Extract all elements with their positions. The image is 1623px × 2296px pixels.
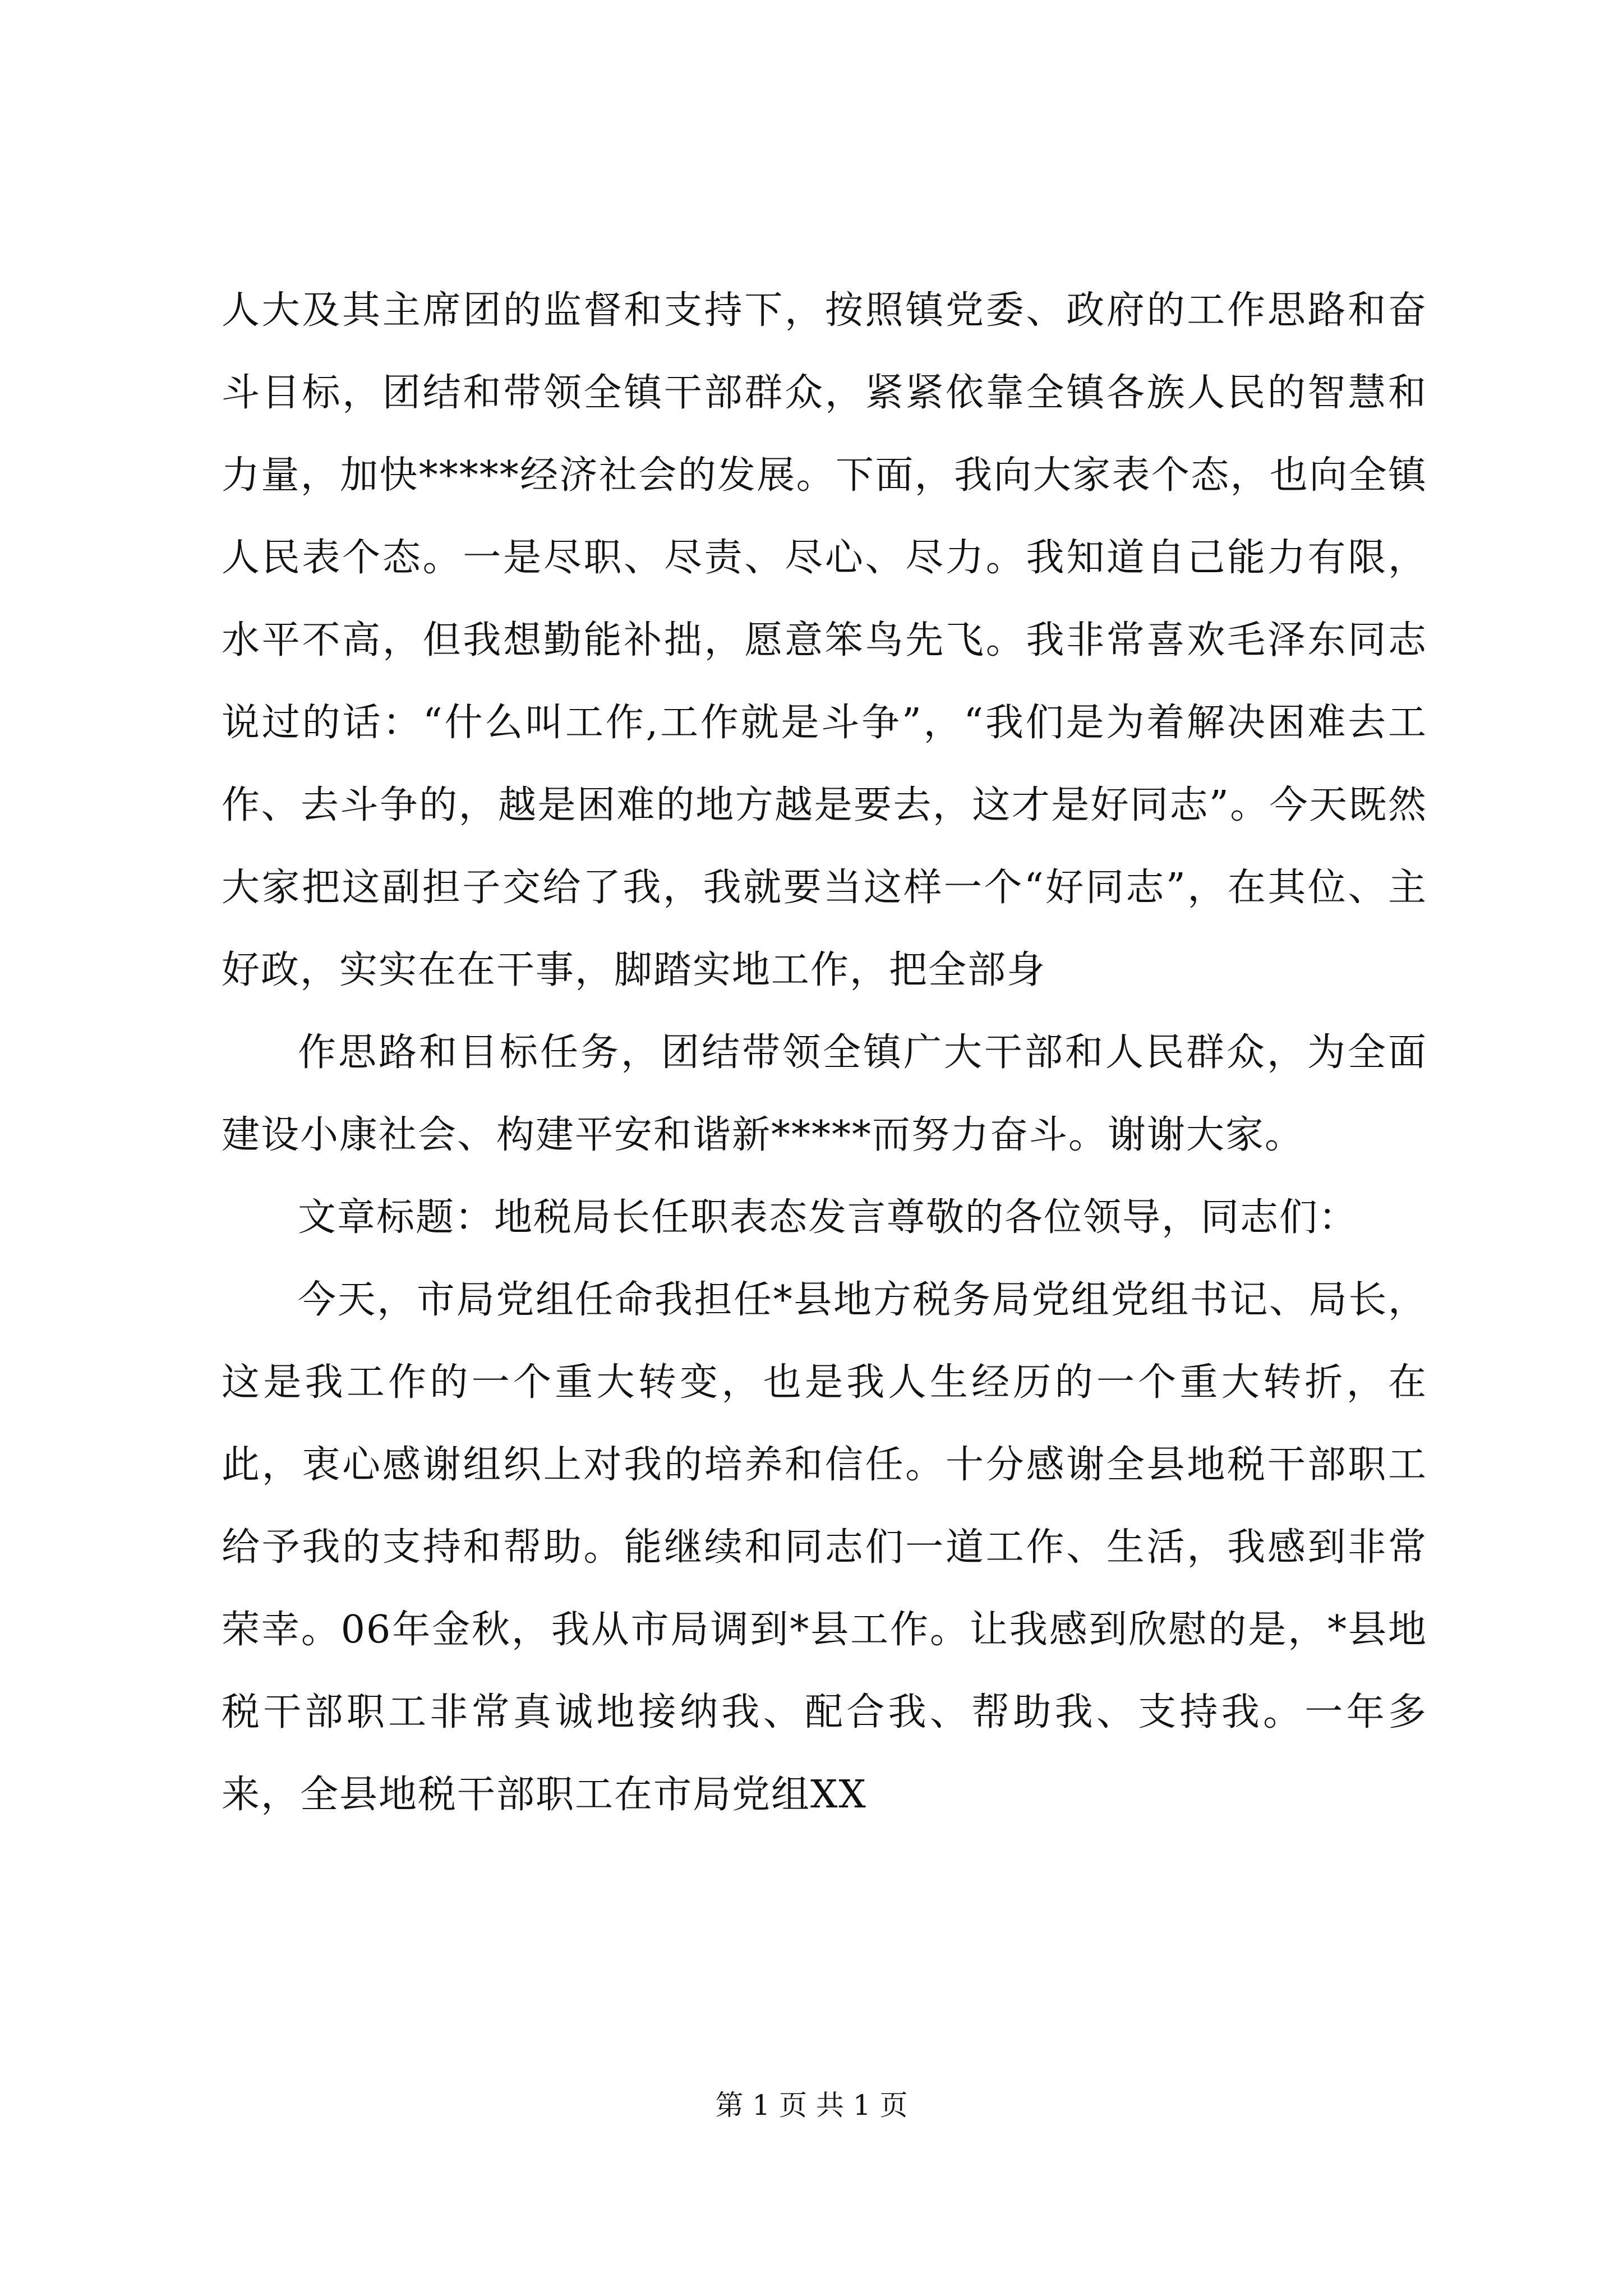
article-title-paragraph: 文章标题：地税局长任职表态发言尊敬的各位领导，同志们：	[298, 1195, 1358, 1240]
paragraph-4: 今天，市局党组任命我担任*县地方税务局党组党组书记、局长，这是我工作的一个重大转变，也是我人生经历的一个重大转折，在此，衷心感谢组织上对我的培养和信任。十分感谢全县地税干部职工给予我的支持和帮助。能继续和同志们一道工作、生活，我感到非常荣幸。06年金秋，我从市局调到*县工作。让我感到欣慰的是，*县地税干部职工非常真诚地接纳我、配合我、帮助我、支持我。一年多来，全县地税干部职工在市局党组XX	[222, 1278, 1427, 1817]
paragraph-2: 作思路和目标任务，团结带领全镇广大干部和人民群众，为全面建设小康社会、构建平安和谐新*****而努力奋斗。谢谢大家。	[222, 1030, 1427, 1157]
page-footer: 第 1 页 共 1 页	[715, 2089, 908, 2122]
paragraph-1: 人大及其主席团的监督和支持下，按照镇党委、政府的工作思路和奋斗目标，团结和带领全镇干部群众，紧紧依靠全镇各族人民的智慧和力量，加快*****经济社会的发展。下面，我向大家表个态，也向全镇人民表个态。一是尽职、尽责、尽心、尽力。我知道自己能力有限，水平不高，但我想勤能补拙，愿意笨鸟先飞。我非常喜欢毛泽东同志说过的话：“什么叫工作,工作就是斗争”，“我们是为着解决困难去工作、去斗争的，越是困难的地方越是要去，这才是好同志”。今天既然大家把这副担子交给了我，我就要当这样一个“好同志”，在其位、主好政，实实在在干事，脚踏实地工作，把全部身	[222, 288, 1427, 992]
document-body	[222, 269, 1427, 1836]
